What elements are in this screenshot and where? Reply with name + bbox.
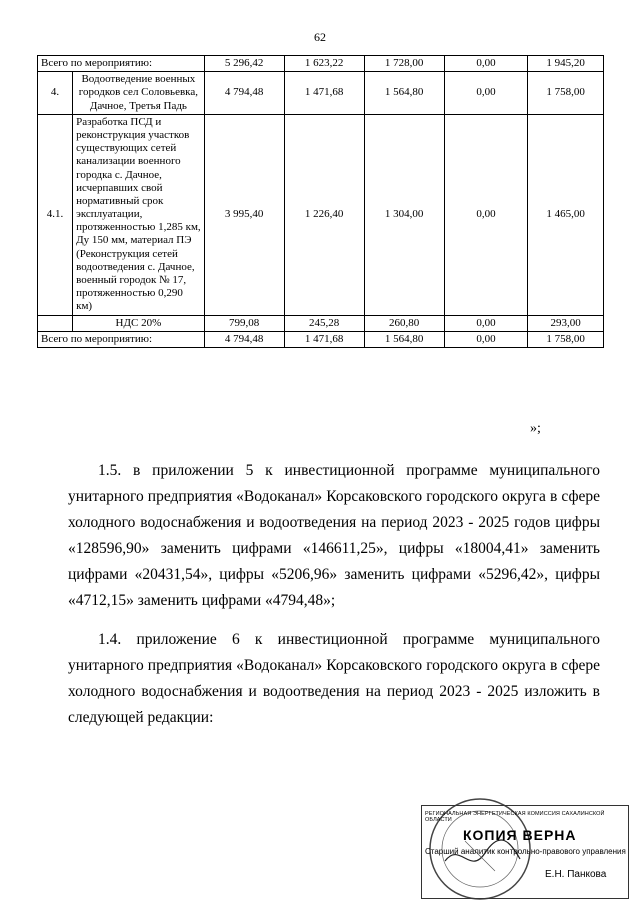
table-row bbox=[38, 315, 604, 331]
cell-value: 4 794,48 bbox=[204, 331, 284, 347]
cell-value: 260,80 bbox=[364, 315, 444, 331]
cell-value: 0,00 bbox=[444, 72, 528, 115]
cell-value: 1 471,68 bbox=[284, 72, 364, 115]
cell-value: 1 226,40 bbox=[284, 114, 364, 315]
row-name: Разработка ПСД и реконструкция участков существующих сетей канализации военного городка с. Дачное, исчерпавших свой нормативный срок эксплуатации, протяженностью 1,285 км, Ду 150 мм, материал ПЭ (Реконструкция сетей водоотведения с. Дачное, военный городок № 17, протяженностью 0,290 км) bbox=[73, 114, 205, 315]
stamp-position: Старший аналитик контрольно-правового управления bbox=[425, 847, 626, 856]
cell-value: 0,00 bbox=[444, 331, 528, 347]
row-label: Всего по мероприятию: bbox=[38, 331, 205, 347]
certification-stamp bbox=[405, 781, 629, 902]
row-index: 4. bbox=[38, 72, 73, 115]
page-number: 62 bbox=[314, 30, 326, 44]
cell-value: 293,00 bbox=[528, 315, 604, 331]
paragraph-text: 1.5. в приложении 5 к инвестиционной программе муниципального унитарного предприятия «Водоканал» Корсаковского городского округа в сфере холодного водоснабжения и водоотведения на период 2023 - 2025 годов цифры «128596,90» заменить цифрами «146611,25», цифры «18004,41» заменить цифрами «20431,54», цифры «5206,96» заменить цифрами «5296,42», цифры «4712,15» заменить цифрами «4794,48»; bbox=[68, 462, 600, 609]
row-index-empty bbox=[38, 315, 73, 331]
cell-value: 5 296,42 bbox=[204, 56, 284, 72]
row-label: Всего по мероприятию: bbox=[38, 56, 205, 72]
row-name: НДС 20% bbox=[73, 315, 205, 331]
paragraph-1-5 bbox=[68, 458, 600, 614]
paragraph-1-4 bbox=[68, 627, 600, 731]
cell-value: 3 995,40 bbox=[204, 114, 284, 315]
paragraph-text: 1.4. приложение 6 к инвестиционной программе муниципального унитарного предприятия «Водоканал» Корсаковского городского округа в сфере холодного водоснабжения и водоотведения на период 2023 - 2025 изложить в следующей редакции: bbox=[68, 631, 600, 726]
cell-value: 0,00 bbox=[444, 315, 528, 331]
table-row bbox=[38, 72, 604, 115]
cell-value: 1 471,68 bbox=[284, 331, 364, 347]
table-row bbox=[38, 56, 604, 72]
cell-value: 0,00 bbox=[444, 56, 528, 72]
row-index: 4.1. bbox=[38, 114, 73, 315]
cell-value: 1 758,00 bbox=[528, 72, 604, 115]
cell-value: 245,28 bbox=[284, 315, 364, 331]
closing-quote-mark: »; bbox=[530, 421, 541, 436]
cell-value: 0,00 bbox=[444, 114, 528, 315]
cell-value: 799,08 bbox=[204, 315, 284, 331]
cell-value: 1 304,00 bbox=[364, 114, 444, 315]
stamp-signer-name: Е.Н. Панкова bbox=[545, 869, 607, 880]
row-name: Водоотведение военных городков сел Соловьевка, Дачное, Третья Падь bbox=[73, 72, 205, 115]
cell-value: 1 465,00 bbox=[528, 114, 604, 315]
stamp-title: КОПИЯ ВЕРНА bbox=[463, 827, 577, 843]
table-row bbox=[38, 114, 604, 315]
cell-value: 1 945,20 bbox=[528, 56, 604, 72]
cell-value: 1 758,00 bbox=[528, 331, 604, 347]
investment-table bbox=[37, 55, 604, 348]
cell-value: 4 794,48 bbox=[204, 72, 284, 115]
stamp-header: РЕГИОНАЛЬНАЯ ЭНЕРГЕТИЧЕСКАЯ КОМИССИЯ САХАЛИНСКОЙ ОБЛАСТИ bbox=[425, 811, 605, 823]
cell-value: 1 623,22 bbox=[284, 56, 364, 72]
cell-value: 1 564,80 bbox=[364, 331, 444, 347]
cell-value: 1 564,80 bbox=[364, 72, 444, 115]
table-row bbox=[38, 331, 604, 347]
cell-value: 1 728,00 bbox=[364, 56, 444, 72]
